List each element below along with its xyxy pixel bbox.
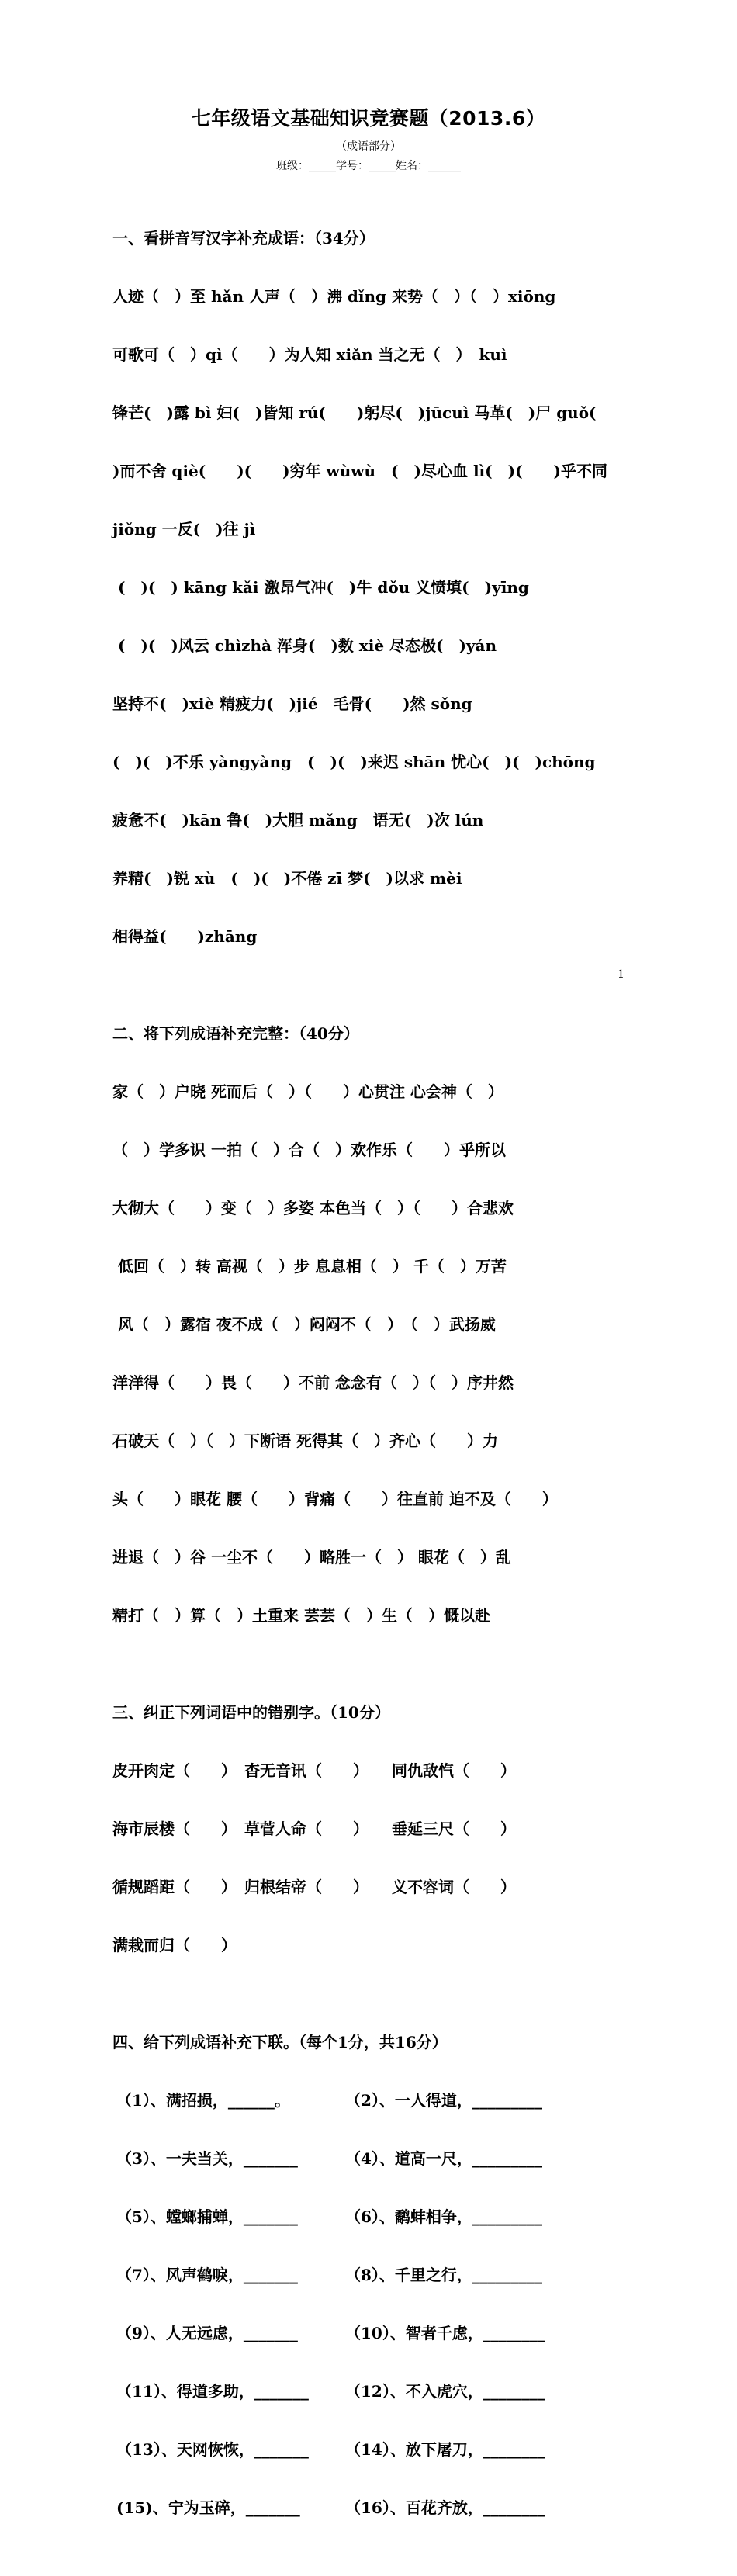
section1-line: ( )( ) kāng kǎi 激昂气冲( )牛 dǒu 义愤填( )yīng [112, 578, 529, 597]
couplet-item: （2）、一人得道，_________ [345, 2091, 542, 2110]
couplet-item: （1）、满招损，______。 [116, 2091, 290, 2110]
couplet-item: (15)、宁为玉碎，_______ [116, 2498, 300, 2517]
couplet-row [112, 2498, 648, 2518]
section2-line: 风（ ）露宿 夜不成（ ）闷闷不（ ） （ ）武扬威 [112, 1315, 496, 1334]
section1-line: 坚持不( )xiè 精疲力( )jié 毛骨( )然 sǒng [112, 694, 472, 713]
couplet-item: （4）、道高一尺，_________ [345, 2149, 542, 2168]
section1-line: 疲惫不( )kān 鲁( )大胆 mǎng 语无( )次 lún [112, 811, 484, 829]
section2-heading: 二、将下列成语补充完整：（40分） [112, 1024, 359, 1043]
section1-line: 养精( )锐 xù ( )( )不倦 zī 梦( )以求 mèi [112, 869, 462, 888]
couplet-row [112, 2266, 648, 2285]
couplet-row [112, 2207, 648, 2227]
section1-line: jiǒng 一反( )往 jì [112, 520, 256, 538]
section2-line: 低回（ ）转 高视（ ）步 息息相（ ） 千（ ）万苦 [112, 1257, 507, 1276]
section2-line: 家（ ）户晓 死而后（ ）（ ）心贯注 心会神（ ） [112, 1082, 503, 1101]
section2-line: 头（ ）眼花 腰（ ）背痛（ ）往直前 迫不及（ ） [112, 1490, 558, 1508]
couplet-item: （12）、不入虎穴，________ [345, 2382, 545, 2401]
section2-line: （ ）学多识 一拍（ ）合（ ）欢作乐（ ）乎所以 [112, 1141, 506, 1159]
couplet-item: （10）、智者千虑，________ [345, 2324, 545, 2342]
couplet-item: （16）、百花齐放，________ [345, 2498, 545, 2517]
section1-line: 可歌可（ ）qì（ ）为人知 xiǎn 当之无（ ） kuì [112, 345, 507, 364]
section1-heading: 一、看拼音写汉字补充成语：（34分） [112, 229, 375, 248]
section1-line: ( )( )风云 chìzhà 浑身( )数 xiè 尽态极( )yán [112, 636, 497, 655]
couplet-item: （13）、天网恢恢，_______ [116, 2440, 309, 2459]
section1-line: 相得益( )zhāng [112, 927, 258, 946]
section2-line: 洋洋得（ ）畏（ ）不前 念念有（ ）（ ）序井然 [112, 1373, 514, 1392]
couplet-item: （11）、得道多助，_______ [116, 2382, 309, 2401]
section3-line: 循规蹈距（ ） 归根结帝（ ） 义不容词（ ） [112, 1878, 516, 1896]
page-subtitle: （成语部分） [336, 140, 401, 153]
section1-line: )而不舍 qiè( )( )穷年 wùwù ( )尽心血 lì( )( )乎不同 [112, 462, 607, 480]
section3-line: 海市辰楼（ ） 草菅人命（ ） 垂延三尺（ ） [112, 1819, 516, 1838]
section2-line: 进退（ ）谷 一尘不（ ）略胜一（ ） 眼花（ ）乱 [112, 1548, 511, 1567]
couplet-item: （3）、一夫当关，_______ [116, 2149, 298, 2168]
couplet-item: （14）、放下屠刀，________ [345, 2440, 545, 2459]
section2-line: 大彻大（ ）变（ ）多姿 本色当（ ）（ ）合悲欢 [112, 1199, 514, 1217]
section3-line: 皮开肉定（ ） 杳无音讯（ ） 同仇敌忾（ ） [112, 1761, 516, 1780]
section4-heading: 四、给下列成语补充下联。（每个1分，共16分） [112, 2033, 448, 2051]
couplet-item: （6）、鹬蚌相争，_________ [345, 2207, 542, 2226]
couplet-row [112, 2324, 648, 2343]
page-title: 七年级语文基础知识竞赛题（2013.6） [191, 107, 546, 130]
couplet-row [112, 2382, 648, 2401]
couplet-row [112, 2149, 648, 2169]
couplet-row [112, 2440, 648, 2460]
section1-line: 人迹（ ）至 hǎn 人声（ ）沸 dǐng 来势（ ）（ ）xiōng [112, 287, 556, 306]
section1-line: ( )( )不乐 yàngyàng ( )( )来迟 shān 忧心( )( )chōng [112, 753, 596, 771]
couplet-item: （9）、人无远虑，_______ [116, 2324, 298, 2342]
section3-line: 满栽而归（ ） [112, 1936, 237, 1955]
couplet-item: （8）、千里之行，_________ [345, 2266, 542, 2284]
section2-line: 精打（ ）算（ ）土重来 芸芸（ ）生（ ）慨以赴 [112, 1606, 490, 1625]
page-number: 1 [618, 968, 625, 981]
class-info-line: 班级：_____学号：_____姓名：______ [276, 160, 461, 172]
section2-line: 石破天（ ）（ ）下断语 死得其（ ）齐心（ ）力 [112, 1432, 498, 1450]
couplet-item: （7）、风声鹤唳，_______ [116, 2266, 298, 2284]
couplet-row [112, 2091, 648, 2110]
section3-heading: 三、纠正下列词语中的错别字。（10分） [112, 1703, 390, 1722]
section1-line: 锋芒( )露 bì 妇( )皆知 rú( )躬尽( )jūcuì 马革( )尸 guǒ( [112, 403, 597, 422]
couplet-item: （5）、螳螂捕蝉，_______ [116, 2207, 298, 2226]
document-body [112, 171, 648, 2537]
